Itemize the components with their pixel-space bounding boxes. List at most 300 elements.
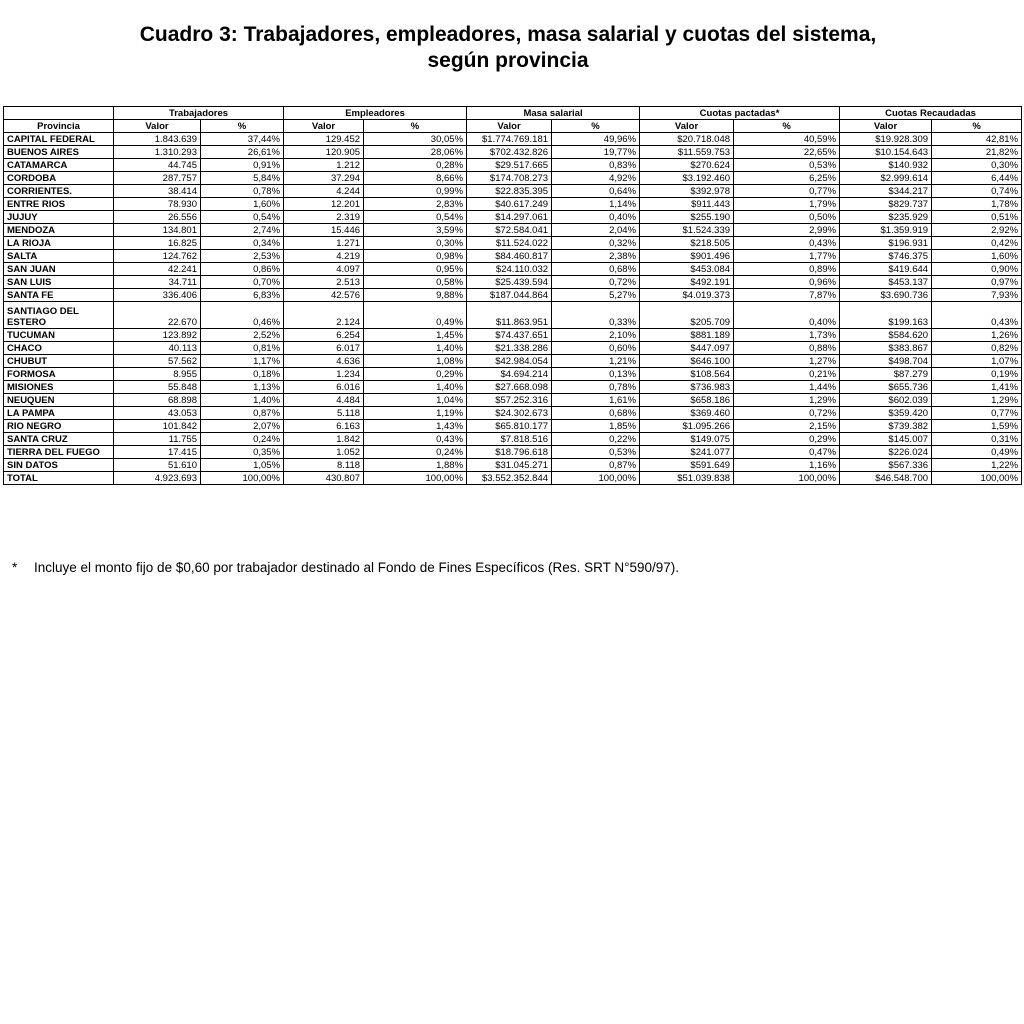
value-cell: 0,35% (201, 446, 284, 459)
table-row (4, 355, 1022, 368)
table-row (4, 276, 1022, 289)
province-cell: SANTA CRUZ (4, 433, 114, 446)
table-row (4, 159, 1022, 172)
value-cell: 1,77% (734, 250, 840, 263)
value-cell: 0,54% (201, 211, 284, 224)
value-cell: 1,60% (932, 250, 1022, 263)
value-cell: 12.201 (284, 198, 364, 211)
province-cell: SIN DATOS (4, 459, 114, 472)
value-cell: 0,99% (364, 185, 467, 198)
table-row (4, 446, 1022, 459)
province-cell: SANTIAGO DEL ESTERO (4, 302, 114, 329)
value-cell: $344.217 (840, 185, 932, 198)
value-cell: 16.825 (114, 237, 201, 250)
value-cell: 5,27% (552, 289, 640, 302)
value-cell: 5.118 (284, 407, 364, 420)
value-cell: 1,29% (932, 394, 1022, 407)
value-cell: 0,89% (734, 263, 840, 276)
value-cell: 100,00% (201, 472, 284, 485)
province-cell: TIERRA DEL FUEGO (4, 446, 114, 459)
value-cell: $3.192.460 (640, 172, 734, 185)
value-cell: $270.624 (640, 159, 734, 172)
table-row (4, 368, 1022, 381)
sub-header-percent: % (932, 120, 1022, 133)
value-cell: 0,77% (734, 185, 840, 198)
table-row (4, 211, 1022, 224)
province-cell: TOTAL (4, 472, 114, 485)
value-cell: 6,83% (201, 289, 284, 302)
value-cell: $42.984.054 (467, 355, 552, 368)
province-cell: CHACO (4, 342, 114, 355)
value-cell: $1.524.339 (640, 224, 734, 237)
value-cell: 0,29% (364, 368, 467, 381)
value-cell: $746.375 (840, 250, 932, 263)
value-cell: $392.978 (640, 185, 734, 198)
header-cuotas-recaudadas: Cuotas Recaudadas (840, 107, 1022, 120)
value-cell: 1,79% (734, 198, 840, 211)
value-cell: 123.892 (114, 329, 201, 342)
value-cell: 51.610 (114, 459, 201, 472)
province-cell: BUENOS AIRES (4, 146, 114, 159)
value-cell: $196.931 (840, 237, 932, 250)
province-cell: RIO NEGRO (4, 420, 114, 433)
value-cell: 2,74% (201, 224, 284, 237)
value-cell: 0,40% (552, 211, 640, 224)
value-cell: 0,49% (364, 302, 467, 329)
value-cell: 2,99% (734, 224, 840, 237)
value-cell: 7,93% (932, 289, 1022, 302)
value-cell: $21.338.286 (467, 342, 552, 355)
value-cell: $65.810.177 (467, 420, 552, 433)
value-cell: 0,64% (552, 185, 640, 198)
document-title (0, 22, 1016, 74)
province-cell: CORDOBA (4, 172, 114, 185)
value-cell: $226.024 (840, 446, 932, 459)
value-cell: 2,83% (364, 198, 467, 211)
value-cell: 8.118 (284, 459, 364, 472)
value-cell: 1,40% (364, 381, 467, 394)
footnote-marker: * (12, 560, 18, 575)
table-row (4, 237, 1022, 250)
table-row (4, 381, 1022, 394)
value-cell: $19.928.309 (840, 133, 932, 146)
value-cell: 0,30% (932, 159, 1022, 172)
province-cell: JUJUY (4, 211, 114, 224)
value-cell: $702.432.826 (467, 146, 552, 159)
value-cell: 1,44% (734, 381, 840, 394)
value-cell: 6.016 (284, 381, 364, 394)
value-cell: 1,78% (932, 198, 1022, 211)
value-cell: $20.718.048 (640, 133, 734, 146)
value-cell: $11.559.753 (640, 146, 734, 159)
province-cell: CORRIENTES. (4, 185, 114, 198)
sub-header-valor: Valor (640, 120, 734, 133)
value-cell: 2,92% (932, 224, 1022, 237)
value-cell: 6,44% (932, 172, 1022, 185)
value-cell: 0,53% (734, 159, 840, 172)
value-cell: $4.694.214 (467, 368, 552, 381)
value-cell: $24.110.032 (467, 263, 552, 276)
value-cell: $3.552.352.844 (467, 472, 552, 485)
value-cell: 336.406 (114, 289, 201, 302)
value-cell: 0,22% (552, 433, 640, 446)
value-cell: 17.415 (114, 446, 201, 459)
value-cell: $74.437.651 (467, 329, 552, 342)
value-cell: 40,59% (734, 133, 840, 146)
value-cell: $1.774.769.181 (467, 133, 552, 146)
value-cell: $29.517.665 (467, 159, 552, 172)
province-cell: LA PAMPA (4, 407, 114, 420)
value-cell: 0,33% (552, 302, 640, 329)
value-cell: 1,60% (201, 198, 284, 211)
value-cell: $10.154.643 (840, 146, 932, 159)
sub-header-percent: % (201, 120, 284, 133)
value-cell: 124.762 (114, 250, 201, 263)
value-cell: $881.189 (640, 329, 734, 342)
value-cell: 2,07% (201, 420, 284, 433)
value-cell: 0,54% (364, 211, 467, 224)
value-cell: 44.745 (114, 159, 201, 172)
value-cell: 2.319 (284, 211, 364, 224)
value-cell: 1,45% (364, 329, 467, 342)
value-cell: 1,16% (734, 459, 840, 472)
value-cell: 120.905 (284, 146, 364, 159)
value-cell: 0,46% (201, 302, 284, 329)
value-cell: 42.576 (284, 289, 364, 302)
value-cell: 0,90% (932, 263, 1022, 276)
value-cell: 0,40% (734, 302, 840, 329)
value-cell: 0,96% (734, 276, 840, 289)
table-row (4, 433, 1022, 446)
value-cell: 0,95% (364, 263, 467, 276)
value-cell: $241.077 (640, 446, 734, 459)
value-cell: $205.709 (640, 302, 734, 329)
table-row (4, 185, 1022, 198)
value-cell: 0,24% (364, 446, 467, 459)
value-cell: $7.818.516 (467, 433, 552, 446)
value-cell: 0,53% (552, 446, 640, 459)
value-cell: $447.097 (640, 342, 734, 355)
sub-header-valor: Valor (284, 120, 364, 133)
table-row (4, 224, 1022, 237)
value-cell: 0,78% (552, 381, 640, 394)
value-cell: 15.446 (284, 224, 364, 237)
province-cell: NEUQUEN (4, 394, 114, 407)
header-empleadores: Empleadores (284, 107, 467, 120)
value-cell: 1,40% (201, 394, 284, 407)
value-cell: 134.801 (114, 224, 201, 237)
value-cell: 4.244 (284, 185, 364, 198)
value-cell: 129.452 (284, 133, 364, 146)
value-cell: 0,81% (201, 342, 284, 355)
sub-header-valor: Valor (114, 120, 201, 133)
value-cell: 101.842 (114, 420, 201, 433)
table-row (4, 146, 1022, 159)
value-cell: 3,59% (364, 224, 467, 237)
value-cell: 2,53% (201, 250, 284, 263)
table-row (4, 289, 1022, 302)
value-cell: $369.460 (640, 407, 734, 420)
value-cell: 0,97% (932, 276, 1022, 289)
value-cell: $84.460.817 (467, 250, 552, 263)
value-cell: 0,24% (201, 433, 284, 446)
value-cell: 0,28% (364, 159, 467, 172)
header-cuotas-pactadas: Cuotas pactadas* (640, 107, 840, 120)
value-cell: 78.930 (114, 198, 201, 211)
value-cell: 1,05% (201, 459, 284, 472)
sub-header-row (4, 120, 1022, 133)
value-cell: 38.414 (114, 185, 201, 198)
value-cell: 37,44% (201, 133, 284, 146)
value-cell: 4,92% (552, 172, 640, 185)
value-cell: 55.848 (114, 381, 201, 394)
group-header-row (4, 107, 1022, 120)
value-cell: 0,86% (201, 263, 284, 276)
table-body (4, 133, 1022, 485)
province-cell: TUCUMAN (4, 329, 114, 342)
value-cell: $4.019.373 (640, 289, 734, 302)
table-row (4, 198, 1022, 211)
value-cell: 0,21% (734, 368, 840, 381)
table-row (4, 342, 1022, 355)
province-cell: SAN JUAN (4, 263, 114, 276)
value-cell: 2,15% (734, 420, 840, 433)
value-cell: 49,96% (552, 133, 640, 146)
value-cell: 1,21% (552, 355, 640, 368)
provinces-table (3, 106, 1022, 485)
value-cell: 6,25% (734, 172, 840, 185)
value-cell: 1.310.293 (114, 146, 201, 159)
value-cell: 0,18% (201, 368, 284, 381)
table-row (4, 263, 1022, 276)
value-cell: 28,06% (364, 146, 467, 159)
value-cell: 0,47% (734, 446, 840, 459)
table-row (4, 407, 1022, 420)
value-cell: 1,26% (932, 329, 1022, 342)
value-cell: $199.163 (840, 302, 932, 329)
value-cell: 9,88% (364, 289, 467, 302)
value-cell: 1,29% (734, 394, 840, 407)
value-cell: $453.137 (840, 276, 932, 289)
value-cell: 26,61% (201, 146, 284, 159)
value-cell: $145.007 (840, 433, 932, 446)
value-cell: 430.807 (284, 472, 364, 485)
value-cell: 1.271 (284, 237, 364, 250)
value-cell: 1,73% (734, 329, 840, 342)
value-cell: 6.017 (284, 342, 364, 355)
value-cell: $72.584.041 (467, 224, 552, 237)
value-cell: 1,22% (932, 459, 1022, 472)
value-cell: 0,74% (932, 185, 1022, 198)
header-blank (4, 107, 114, 120)
value-cell: 7,87% (734, 289, 840, 302)
value-cell: 0,83% (552, 159, 640, 172)
table-row (4, 420, 1022, 433)
table-row (4, 302, 1022, 329)
value-cell: 6.163 (284, 420, 364, 433)
value-cell: $602.039 (840, 394, 932, 407)
value-cell: $736.983 (640, 381, 734, 394)
value-cell: 2,10% (552, 329, 640, 342)
value-cell: 1,43% (364, 420, 467, 433)
value-cell: $218.505 (640, 237, 734, 250)
value-cell: $40.617.249 (467, 198, 552, 211)
table-row (4, 172, 1022, 185)
table-row (4, 329, 1022, 342)
value-cell: 0,31% (932, 433, 1022, 446)
value-cell: 1,07% (932, 355, 1022, 368)
value-cell: 26.556 (114, 211, 201, 224)
value-cell: 0,32% (552, 237, 640, 250)
value-cell: 0,34% (201, 237, 284, 250)
value-cell: $140.932 (840, 159, 932, 172)
value-cell: $1.095.266 (640, 420, 734, 433)
value-cell: 4.219 (284, 250, 364, 263)
value-cell: 6.254 (284, 329, 364, 342)
value-cell: 100,00% (552, 472, 640, 485)
value-cell: 1,61% (552, 394, 640, 407)
value-cell: 1,88% (364, 459, 467, 472)
value-cell: $25.439.594 (467, 276, 552, 289)
value-cell: 68.898 (114, 394, 201, 407)
value-cell: 5,84% (201, 172, 284, 185)
province-cell: CATAMARCA (4, 159, 114, 172)
value-cell: 4.636 (284, 355, 364, 368)
value-cell: 0,29% (734, 433, 840, 446)
value-cell: 0,72% (552, 276, 640, 289)
value-cell: $24.302.673 (467, 407, 552, 420)
value-cell: $2.999.614 (840, 172, 932, 185)
value-cell: 22,65% (734, 146, 840, 159)
title-line-2: según provincia (427, 49, 589, 72)
value-cell: 21,82% (932, 146, 1022, 159)
value-cell: 42.241 (114, 263, 201, 276)
value-cell: 1,17% (201, 355, 284, 368)
value-cell: $492.191 (640, 276, 734, 289)
sub-header-percent: % (734, 120, 840, 133)
sub-header-percent: % (552, 120, 640, 133)
table-row (4, 394, 1022, 407)
value-cell: $359.420 (840, 407, 932, 420)
value-cell: $187.044.864 (467, 289, 552, 302)
value-cell: 0,72% (734, 407, 840, 420)
table-row (4, 133, 1022, 146)
value-cell: 0,42% (932, 237, 1022, 250)
value-cell: 0,13% (552, 368, 640, 381)
province-cell: SAN LUIS (4, 276, 114, 289)
value-cell: 0,70% (201, 276, 284, 289)
value-cell: 30,05% (364, 133, 467, 146)
value-cell: 0,78% (201, 185, 284, 198)
value-cell: 1,08% (364, 355, 467, 368)
value-cell: 2.513 (284, 276, 364, 289)
value-cell: 1,85% (552, 420, 640, 433)
table-row (4, 459, 1022, 472)
value-cell: 2.124 (284, 302, 364, 329)
value-cell: $14.297.061 (467, 211, 552, 224)
value-cell: $584.620 (840, 329, 932, 342)
value-cell: 0,43% (364, 433, 467, 446)
value-cell: $1.359.919 (840, 224, 932, 237)
value-cell: 57.562 (114, 355, 201, 368)
value-cell: $87.279 (840, 368, 932, 381)
value-cell: 0,87% (552, 459, 640, 472)
sub-header-valor: Valor (840, 120, 932, 133)
value-cell: 0,50% (734, 211, 840, 224)
value-cell: $419.644 (840, 263, 932, 276)
value-cell: 0,30% (364, 237, 467, 250)
value-cell: 37.294 (284, 172, 364, 185)
province-cell: MISIONES (4, 381, 114, 394)
value-cell: 287.757 (114, 172, 201, 185)
value-cell: 0,91% (201, 159, 284, 172)
value-cell: $255.190 (640, 211, 734, 224)
value-cell: 8,66% (364, 172, 467, 185)
province-cell: CHUBUT (4, 355, 114, 368)
value-cell: $46.548.700 (840, 472, 932, 485)
value-cell: $149.075 (640, 433, 734, 446)
value-cell: 1.052 (284, 446, 364, 459)
value-cell: 0,82% (932, 342, 1022, 355)
value-cell: $3.690.736 (840, 289, 932, 302)
value-cell: 4.923.693 (114, 472, 201, 485)
province-cell: SANTA FE (4, 289, 114, 302)
value-cell: $829.737 (840, 198, 932, 211)
value-cell: 1,04% (364, 394, 467, 407)
value-cell: $453.084 (640, 263, 734, 276)
value-cell: $18.796.618 (467, 446, 552, 459)
value-cell: $31.045.271 (467, 459, 552, 472)
value-cell: $591.649 (640, 459, 734, 472)
value-cell: 42,81% (932, 133, 1022, 146)
value-cell: 0,98% (364, 250, 467, 263)
value-cell: 100,00% (734, 472, 840, 485)
province-cell: ENTRE RIOS (4, 198, 114, 211)
value-cell: $51.039.838 (640, 472, 734, 485)
value-cell: $27.668.098 (467, 381, 552, 394)
header-masa-salarial: Masa salarial (467, 107, 640, 120)
value-cell: 40.113 (114, 342, 201, 355)
value-cell: 1.842 (284, 433, 364, 446)
value-cell: $498.704 (840, 355, 932, 368)
value-cell: 43.053 (114, 407, 201, 420)
value-cell: 4.097 (284, 263, 364, 276)
sub-header-provincia: Provincia (4, 120, 114, 133)
value-cell: 0,87% (201, 407, 284, 420)
footnote (12, 560, 679, 575)
value-cell: 0,19% (932, 368, 1022, 381)
value-cell: $235.929 (840, 211, 932, 224)
value-cell: 0,77% (932, 407, 1022, 420)
value-cell: 1.234 (284, 368, 364, 381)
value-cell: 0,58% (364, 276, 467, 289)
value-cell: 0,51% (932, 211, 1022, 224)
value-cell: 1,41% (932, 381, 1022, 394)
value-cell: 1,27% (734, 355, 840, 368)
footnote-text: Incluye el monto fijo de $0,60 por trabajador destinado al Fondo de Fines Específicos (Res. SRT N°590/97). (34, 560, 680, 575)
value-cell: 0,43% (932, 302, 1022, 329)
province-cell: FORMOSA (4, 368, 114, 381)
value-cell: 100,00% (364, 472, 467, 485)
total-row (4, 472, 1022, 485)
value-cell: 1.212 (284, 159, 364, 172)
value-cell: 4.484 (284, 394, 364, 407)
value-cell: 2,52% (201, 329, 284, 342)
value-cell: $383.867 (840, 342, 932, 355)
value-cell: 100,00% (932, 472, 1022, 485)
value-cell: 2,38% (552, 250, 640, 263)
value-cell: $11.524.022 (467, 237, 552, 250)
